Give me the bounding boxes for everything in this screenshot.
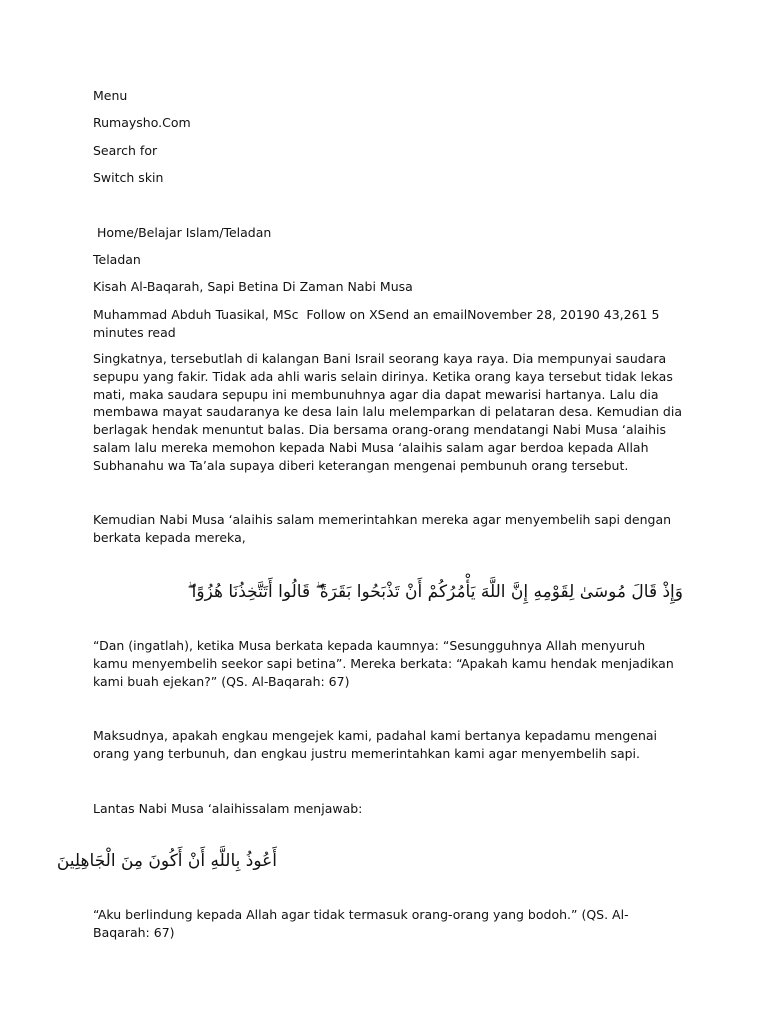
search-link[interactable]: Search for [93,143,158,158]
verse-translation-2: “Aku berlindung kepada Allah agar tidak termasuk orang-orang yang bodoh.” (QS. Al-Baqarah: 67) [93,907,629,940]
quran-verse-arabic-2: أَعُوذُ بِاللَّهِ أَنْ أَكُونَ مِنَ الْجَاهِلِينَ [56,851,277,871]
article-title: Kisah Al-Baqarah, Sapi Betina Di Zaman Nabi Musa [93,279,413,294]
site-name-link[interactable]: Rumaysho.Com [93,115,191,130]
article-paragraph-3: Maksudnya, apakah engkau mengejek kami, padahal kami bertanya kepadamu mengenai orang yang terbunuh, dan engkau justru memerintahkan kami agar menyembelih sapi. [93,728,658,761]
article-paragraph-1: Singkatnya, tersebutlah di kalangan Bani Israil seorang kaya raya. Dia mempunyai saudara sepupu yang fakir. Tidak ada ahli waris selain dirinya. Ketika orang kaya tersebut tidak lekas mati, maka saudara sepupu ini membunuhnya agar dia dapat mewarisi hartanya. Lalu dia membawa mayat saudaranya ke desa lain lalu melemparkan di pelataran desa. Kemudian dia berlagak hendak menuntut balas. Dia bersama orang-orang mendatangi Nabi Musa ‘alaihis salam lalu mereka memohon kepada Nabi Musa ‘alaihis salam agar berdoa kepada Allah Subhanahu wa Ta’ala supaya diberi keterangan mengenai pembunuh orang tersebut. [93,351,682,473]
article-meta: Muhammad Abduh Tuasikal, MSc Follow on XSend an emailNovember 28, 20190 43,261 5 minutes read [93,307,664,340]
category-label[interactable]: Teladan [93,252,141,267]
switch-skin-link[interactable]: Switch skin [93,170,164,185]
breadcrumb[interactable]: Home/Belajar Islam/Teladan [93,225,272,240]
verse-translation-1: “Dan (ingatlah), ketika Musa berkata kepada kaumnya: “Sesungguhnya Allah menyuruh kamu menyembelih seekor sapi betina”. Mereka berkata: “Apakah kamu hendak menjadikan kami buah ejekan?” (QS. Al-Baqarah: 67) [93,638,674,689]
article-paragraph-2: Kemudian Nabi Musa ‘alaihis salam memerintahkan mereka agar menyembelih sapi dengan berkata kepada mereka, [93,512,672,545]
menu-link[interactable]: Menu [93,88,128,103]
quran-verse-arabic-1: وَإِذْ قَالَ مُوسَىٰ لِقَوْمِهِ إِنَّ اللَّهَ يَأْمُرُكُمْ أَنْ تَذْبَحُوا بَقَرَةً ۖ قَالُوا أَتَتَّخِذُنَا هُزُوًا ۖ [187,582,683,602]
article-paragraph-4: Lantas Nabi Musa ‘alaihissalam menjawab: [93,801,363,816]
